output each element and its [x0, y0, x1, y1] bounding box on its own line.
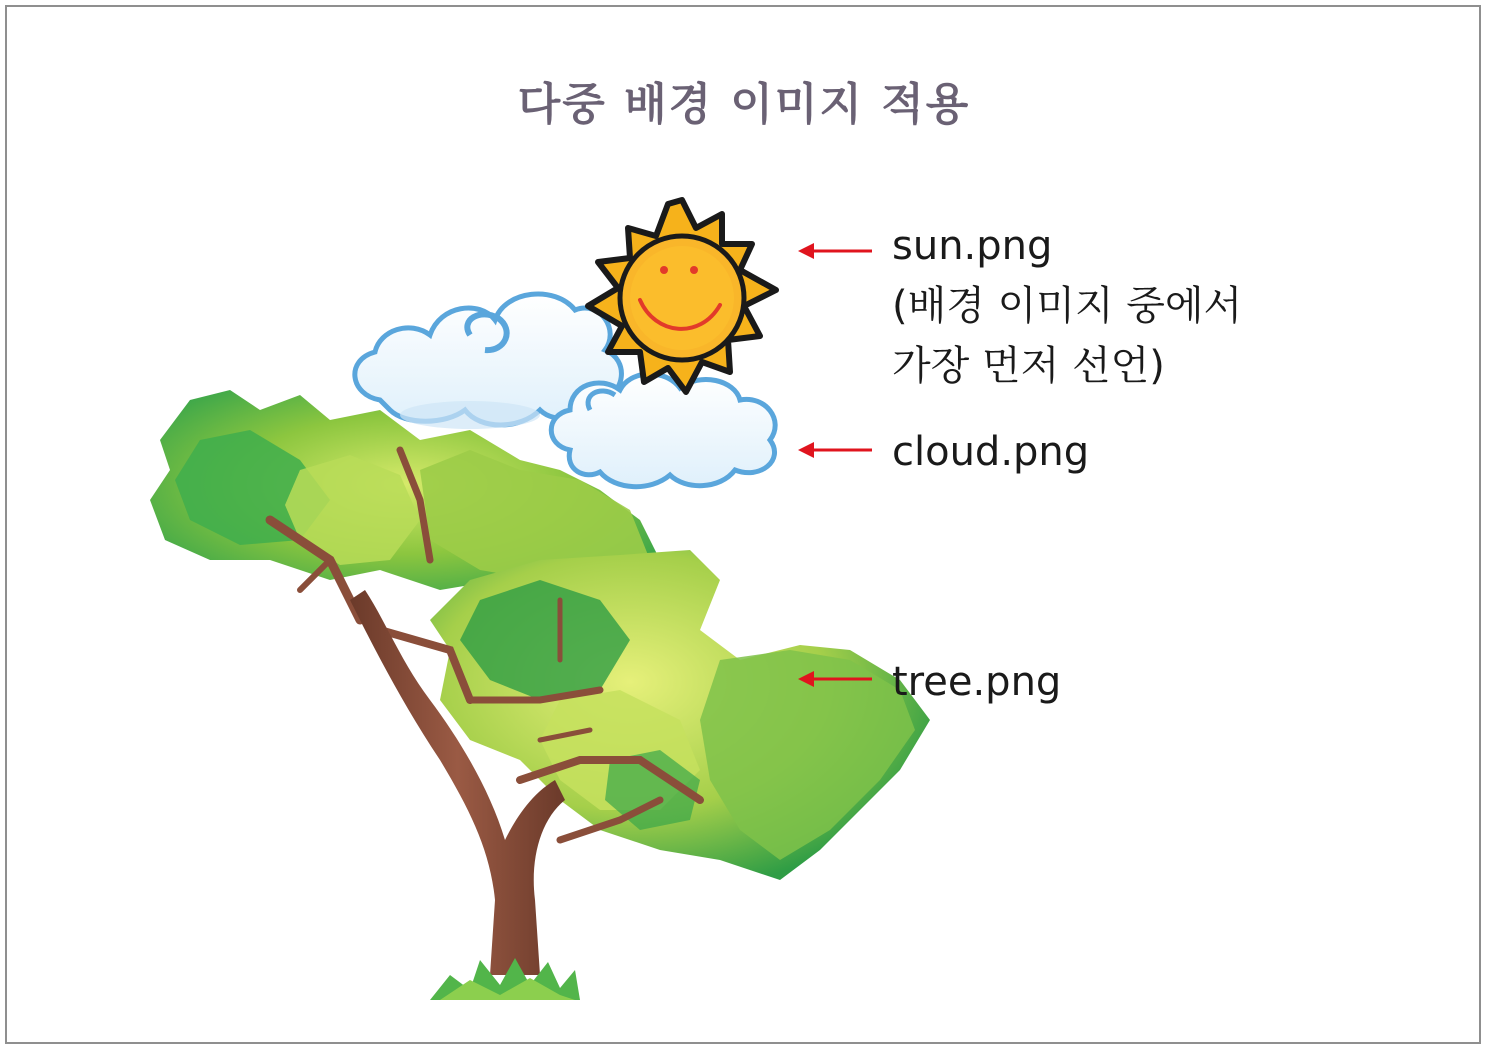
sun-label: sun.png: [892, 223, 1053, 269]
tree-label: tree.png: [892, 659, 1062, 705]
sun-note-line2: 가장 먼저 선언): [892, 343, 1165, 389]
sun-note-line1: (배경 이미지 중에서: [892, 283, 1243, 329]
sun-note: [892, 276, 1242, 396]
arrow-sun: [798, 243, 872, 259]
tree-image: [150, 390, 930, 1000]
figure-title: 다중 배경 이미지 적용: [517, 79, 971, 130]
arrows: [798, 243, 872, 687]
cloud-label: cloud.png: [892, 429, 1090, 475]
arrow-cloud: [798, 442, 872, 458]
